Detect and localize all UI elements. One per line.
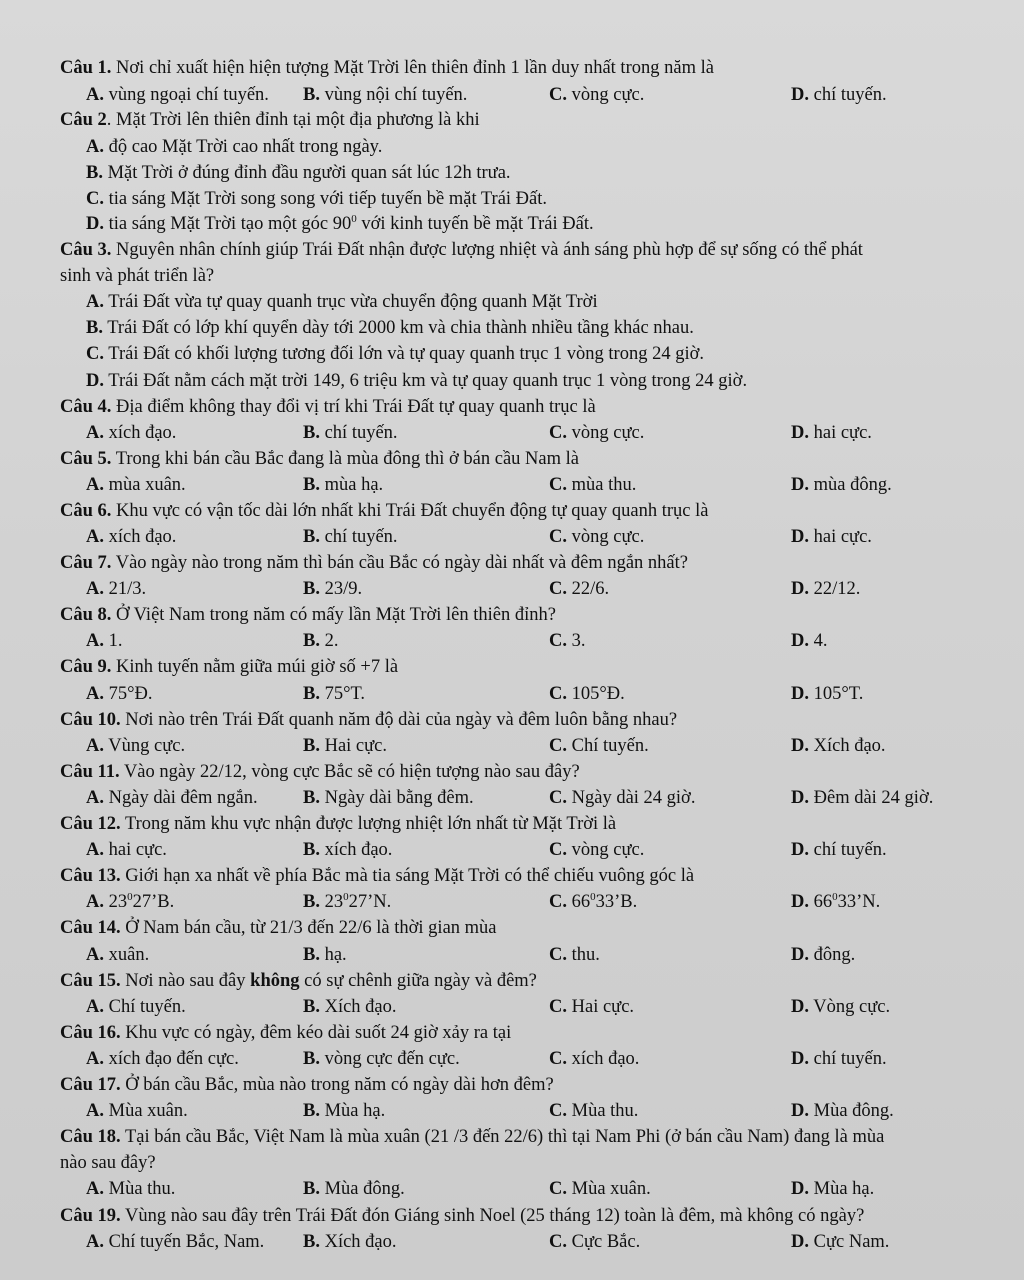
- q10-option-c[interactable]: C. Chí tuyến.: [549, 736, 649, 756]
- q9-option-a[interactable]: A. 75°Đ.: [86, 684, 153, 704]
- q3-option-b[interactable]: B. Trái Đất có lớp khí quyển dày tới 2000 km và chia thành nhiều tầng khác nhau.: [86, 318, 694, 338]
- q17-option-b[interactable]: B. Mùa hạ.: [303, 1101, 386, 1121]
- question-9: Câu 9. Kinh tuyến nằm giữa múi giờ số +7 là: [60, 657, 399, 677]
- q4-option-d[interactable]: D. hai cực.: [791, 423, 872, 443]
- question-13: Câu 13. Giới hạn xa nhất về phía Bắc mà tia sáng Mặt Trời có thể chiếu vuông góc là: [60, 866, 695, 886]
- q12-option-b[interactable]: B. xích đạo.: [303, 840, 393, 860]
- q18-option-a[interactable]: A. Mùa thu.: [86, 1179, 176, 1199]
- q10-option-a[interactable]: A. Vùng cực.: [86, 736, 186, 756]
- q13-option-a[interactable]: A. $23^027’B$.: [86, 891, 175, 912]
- question-5: Câu 5. Trong khi bán cầu Bắc đang là mùa đông thì ở bán cầu Nam là: [60, 449, 579, 469]
- question-18-continued: nào sau đây?: [60, 1153, 156, 1173]
- q10-option-b[interactable]: B. Hai cực.: [303, 736, 388, 756]
- q5-option-b[interactable]: B. mùa hạ.: [303, 475, 384, 495]
- q3-option-a[interactable]: A. Trái Đất vừa tự quay quanh trục vừa chuyển động quanh Mặt Trời: [86, 292, 598, 312]
- question-14: Câu 14. Ở Nam bán cầu, từ 21/3 đến 22/6 là thời gian mùa: [60, 918, 497, 938]
- q11-option-d[interactable]: D. Đêm dài 24 giờ.: [791, 788, 934, 808]
- q14-option-c[interactable]: C. thu.: [549, 945, 600, 965]
- q3-option-c[interactable]: C. Trái Đất có khối lượng tương đối lớn và tự quay quanh trục 1 vòng trong 24 giờ.: [86, 344, 705, 364]
- q15-option-a[interactable]: A. Chí tuyến.: [86, 997, 186, 1017]
- q11-option-c[interactable]: C. Ngày dài 24 giờ.: [549, 788, 696, 808]
- q6-option-a[interactable]: A. xích đạo.: [86, 527, 177, 547]
- q18-option-d[interactable]: D. Mùa hạ.: [791, 1179, 875, 1199]
- question-3: Câu 3. Nguyên nhân chính giúp Trái Đất nhận được lượng nhiệt và ánh sáng phù hợp để sự sống có thể phát: [60, 240, 863, 260]
- q6-option-b[interactable]: B. chí tuyến.: [303, 527, 398, 547]
- q4-option-b[interactable]: B. chí tuyến.: [303, 423, 398, 443]
- question-4: Câu 4. Địa điểm không thay đổi vị trí khi Trái Đất tự quay quanh trục là: [60, 397, 596, 417]
- q13-option-b[interactable]: B. $23^027’N$.: [303, 891, 392, 912]
- q4-option-a[interactable]: A. xích đạo.: [86, 423, 177, 443]
- q17-option-d[interactable]: D. Mùa đông.: [791, 1101, 894, 1121]
- q8-option-a[interactable]: A. 1.: [86, 631, 123, 651]
- q1-option-b[interactable]: B. vùng nội chí tuyến.: [303, 85, 468, 105]
- question-19: Câu 19. Vùng nào sau đây trên Trái Đất đón Giáng sinh Noel (25 tháng 12) toàn là đêm, mà không có ngày?: [60, 1206, 865, 1226]
- q7-option-a[interactable]: A. 21/3.: [86, 579, 147, 599]
- q12-option-c[interactable]: C. vòng cực.: [549, 840, 645, 860]
- q14-option-d[interactable]: D. đông.: [791, 945, 856, 965]
- q1-option-a[interactable]: A. vùng ngoại chí tuyến.: [86, 85, 269, 105]
- question-18: Câu 18. Tại bán cầu Bắc, Việt Nam là mùa xuân (21 /3 đến 22/6) thì tại Nam Phi (ở bán cầu Nam) đang là mùa: [60, 1127, 885, 1147]
- q11-option-b[interactable]: B. Ngày dài bằng đêm.: [303, 788, 474, 808]
- q16-option-a[interactable]: A. xích đạo đến cực.: [86, 1049, 239, 1069]
- question-2: Câu 2. Mặt Trời lên thiên đỉnh tại một địa phương là khi: [60, 110, 480, 130]
- q7-option-d[interactable]: D. 22/12.: [791, 579, 861, 599]
- q10-option-d[interactable]: D. Xích đạo.: [791, 736, 886, 756]
- q7-option-c[interactable]: C. 22/6.: [549, 579, 610, 599]
- q14-option-b[interactable]: B. hạ.: [303, 945, 347, 965]
- q2-option-d[interactable]: D. tia sáng Mặt Trời tạo một góc $90^0$ với kinh tuyến bề mặt Trái Đất.: [86, 213, 594, 234]
- q1-option-c[interactable]: C. vòng cực.: [549, 85, 645, 105]
- q15-option-b[interactable]: B. Xích đạo.: [303, 997, 397, 1017]
- question-17: Câu 17. Ở bán cầu Bắc, mùa nào trong năm có ngày dài hơn đêm?: [60, 1075, 554, 1095]
- q8-option-c[interactable]: C. 3.: [549, 631, 586, 651]
- q5-option-d[interactable]: D. mùa đông.: [791, 475, 892, 495]
- q6-option-d[interactable]: D. hai cực.: [791, 527, 872, 547]
- q18-option-c[interactable]: C. Mùa xuân.: [549, 1179, 651, 1199]
- q8-option-d[interactable]: D. 4.: [791, 631, 828, 651]
- q13-option-c[interactable]: C. $66^033’B$.: [549, 891, 638, 912]
- question-15: Câu 15. Nơi nào sau đây không có sự chênh giữa ngày và đêm?: [60, 971, 537, 991]
- q19-option-b[interactable]: B. Xích đạo.: [303, 1232, 397, 1252]
- question-7: Câu 7. Vào ngày nào trong năm thì bán cầu Bắc có ngày dài nhất và đêm ngắn nhất?: [60, 553, 688, 573]
- q3-option-d[interactable]: D. Trái Đất nằm cách mặt trời 149, 6 triệu km và tự quay quanh trục 1 vòng trong 24 giờ.: [86, 371, 748, 391]
- question-12: Câu 12. Trong năm khu vực nhận được lượng nhiệt lớn nhất từ Mặt Trời là: [60, 814, 617, 834]
- q19-option-d[interactable]: D. Cực Nam.: [791, 1232, 890, 1252]
- q15-option-d[interactable]: D. Vòng cực.: [791, 997, 891, 1017]
- q11-option-a[interactable]: A. Ngày dài đêm ngắn.: [86, 788, 258, 808]
- q2-option-b[interactable]: B. Mặt Trời ở đúng đỉnh đầu người quan sát lúc 12h trưa.: [86, 163, 511, 183]
- q8-option-b[interactable]: B. 2.: [303, 631, 339, 651]
- question-10: Câu 10. Nơi nào trên Trái Đất quanh năm độ dài của ngày và đêm luôn bằng nhau?: [60, 710, 678, 730]
- q13-option-d[interactable]: D. $66^033’N$.: [791, 891, 881, 912]
- q9-option-c[interactable]: C. 105°Đ.: [549, 684, 625, 704]
- question-3-continued: sinh và phát triển là?: [60, 266, 215, 286]
- q5-option-c[interactable]: C. mùa thu.: [549, 475, 637, 495]
- question-16: Câu 16. Khu vực có ngày, đêm kéo dài suốt 24 giờ xảy ra tại: [60, 1023, 512, 1043]
- q16-option-b[interactable]: B. vòng cực đến cực.: [303, 1049, 460, 1069]
- q17-option-c[interactable]: C. Mùa thu.: [549, 1101, 639, 1121]
- q19-option-a[interactable]: A. Chí tuyến Bắc, Nam.: [86, 1232, 265, 1252]
- q2-option-a[interactable]: A. độ cao Mặt Trời cao nhất trong ngày.: [86, 137, 383, 157]
- q16-option-d[interactable]: D. chí tuyến.: [791, 1049, 887, 1069]
- q7-option-b[interactable]: B. 23/9.: [303, 579, 363, 599]
- q1-option-d[interactable]: D. chí tuyến.: [791, 85, 887, 105]
- q12-option-d[interactable]: D. chí tuyến.: [791, 840, 887, 860]
- q17-option-a[interactable]: A. Mùa xuân.: [86, 1101, 188, 1121]
- q19-option-c[interactable]: C. Cực Bắc.: [549, 1232, 641, 1252]
- q14-option-a[interactable]: A. xuân.: [86, 945, 150, 965]
- q18-option-b[interactable]: B. Mùa đông.: [303, 1179, 405, 1199]
- q5-option-a[interactable]: A. mùa xuân.: [86, 475, 186, 495]
- q4-option-c[interactable]: C. vòng cực.: [549, 423, 645, 443]
- q2-option-c[interactable]: C. tia sáng Mặt Trời song song với tiếp tuyến bề mặt Trái Đất.: [86, 189, 548, 209]
- question-1: Câu 1. Nơi chỉ xuất hiện hiện tượng Mặt Trời lên thiên đỉnh 1 lần duy nhất trong năm là: [60, 58, 714, 78]
- q16-option-c[interactable]: C. xích đạo.: [549, 1049, 640, 1069]
- q9-option-d[interactable]: D. 105°T.: [791, 684, 864, 704]
- question-8: Câu 8. Ở Việt Nam trong năm có mấy lần Mặt Trời lên thiên đỉnh?: [60, 605, 556, 625]
- q12-option-a[interactable]: A. hai cực.: [86, 840, 167, 860]
- q15-option-c[interactable]: C. Hai cực.: [549, 997, 635, 1017]
- q9-option-b[interactable]: B. 75°T.: [303, 684, 366, 704]
- question-6: Câu 6. Khu vực có vận tốc dài lớn nhất khi Trái Đất chuyển động tự quay quanh trục là: [60, 501, 709, 521]
- question-11: Câu 11. Vào ngày 22/12, vòng cực Bắc sẽ có hiện tượng nào sau đây?: [60, 762, 580, 782]
- q6-option-c[interactable]: C. vòng cực.: [549, 527, 645, 547]
